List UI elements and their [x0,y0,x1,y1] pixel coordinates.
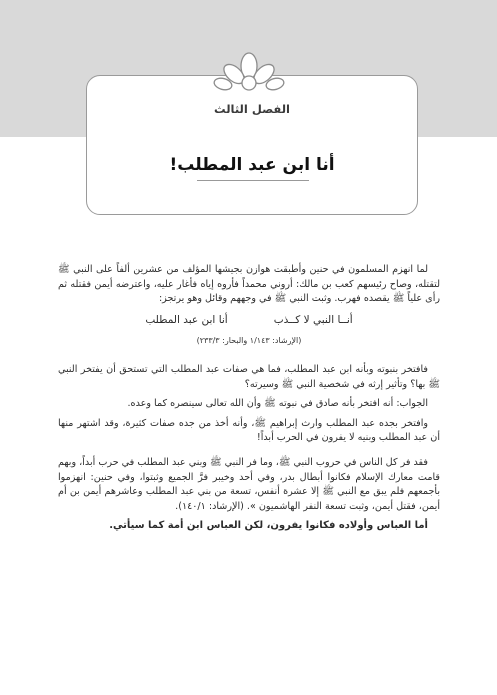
flower-ornament-icon [208,50,290,96]
citation: (الإرشاد: ١/١٤٣ والبحار: ٢٣٣/٣) [196,336,302,346]
page-body [58,263,440,534]
paragraph-1: لما انهزم المسلمون في حنين وأطبقت هوازن بجيشها المؤلف من عشرين ألفاً على النبي ﷺ لتقتله، وصاح رئيسهم كعب بن مالك: أروني محمداً فأروه إياه فأغار عليه، واعترضه أيمن فقتله ثم رأى علياً ﷺ يقصده فهرب. وثبت النبي ﷺ في وجههم وقائل وهو يرتجز: [58,264,440,305]
verse-hemistich-right: أنــا النبي لا كــذب [273,313,353,326]
paragraph-4: وافتخر بجده عبد المطلب وارث إبراهيم ﷺ، وأنه أخذ من جده صفات كثيرة، وقد اشتهر منها أن عبد المطلب وبنيه لا يفرون في الحرب أبداً! [58,417,440,444]
verse-hemistich-left: أنا ابن عبد المطلب [145,313,228,326]
paragraph-5: فقد فر كل الناس في حروب النبي ﷺ، وما فر النبي ﷺ وبني عبد المطلب في حرب أبداً، وبهم قامت معارك الإسلام فكانوا أبطال بدر، وفي أحد وخيبر فرَّ الجميع وثبتوا، وفي حنين: انهزموا بأجمعهم فلم يبق مع النبي ﷺ إلا عشرة أنفس، تسعة من بني عبد المطلب وعاشرهم أيمن بن أم أيمن، فقتل أيمن، وثبت تسعة النفر الهاشميون ». (الإرشاد: ١٤٠/١). [58,456,440,512]
title-underline [197,180,309,181]
verse [58,313,440,328]
chapter-label: الفصل الثالث [214,102,290,116]
paragraph-2: فافتخر بنبوته وبأنه ابن عبد المطلب، فما هي صفات عبد المطلب التي تستحق أن يفتخر النبي ﷺ بها؟ وتأثير إرثه في شخصية النبي ﷺ وسيرته؟ [58,363,440,390]
chapter-title: أنا ابن عبد المطلب! [169,155,335,175]
chapter-heading-box [86,75,418,215]
paragraph-6: أما العباس وأولاده فكانوا يفرون، لكن العباس ابن أمة كما سيأتي. [109,520,428,532]
paragraph-3: الجواب: أنه افتخر بأنه صادق في نبوته ﷺ وأن الله تعالى سينصره كما وعده. [127,398,428,410]
